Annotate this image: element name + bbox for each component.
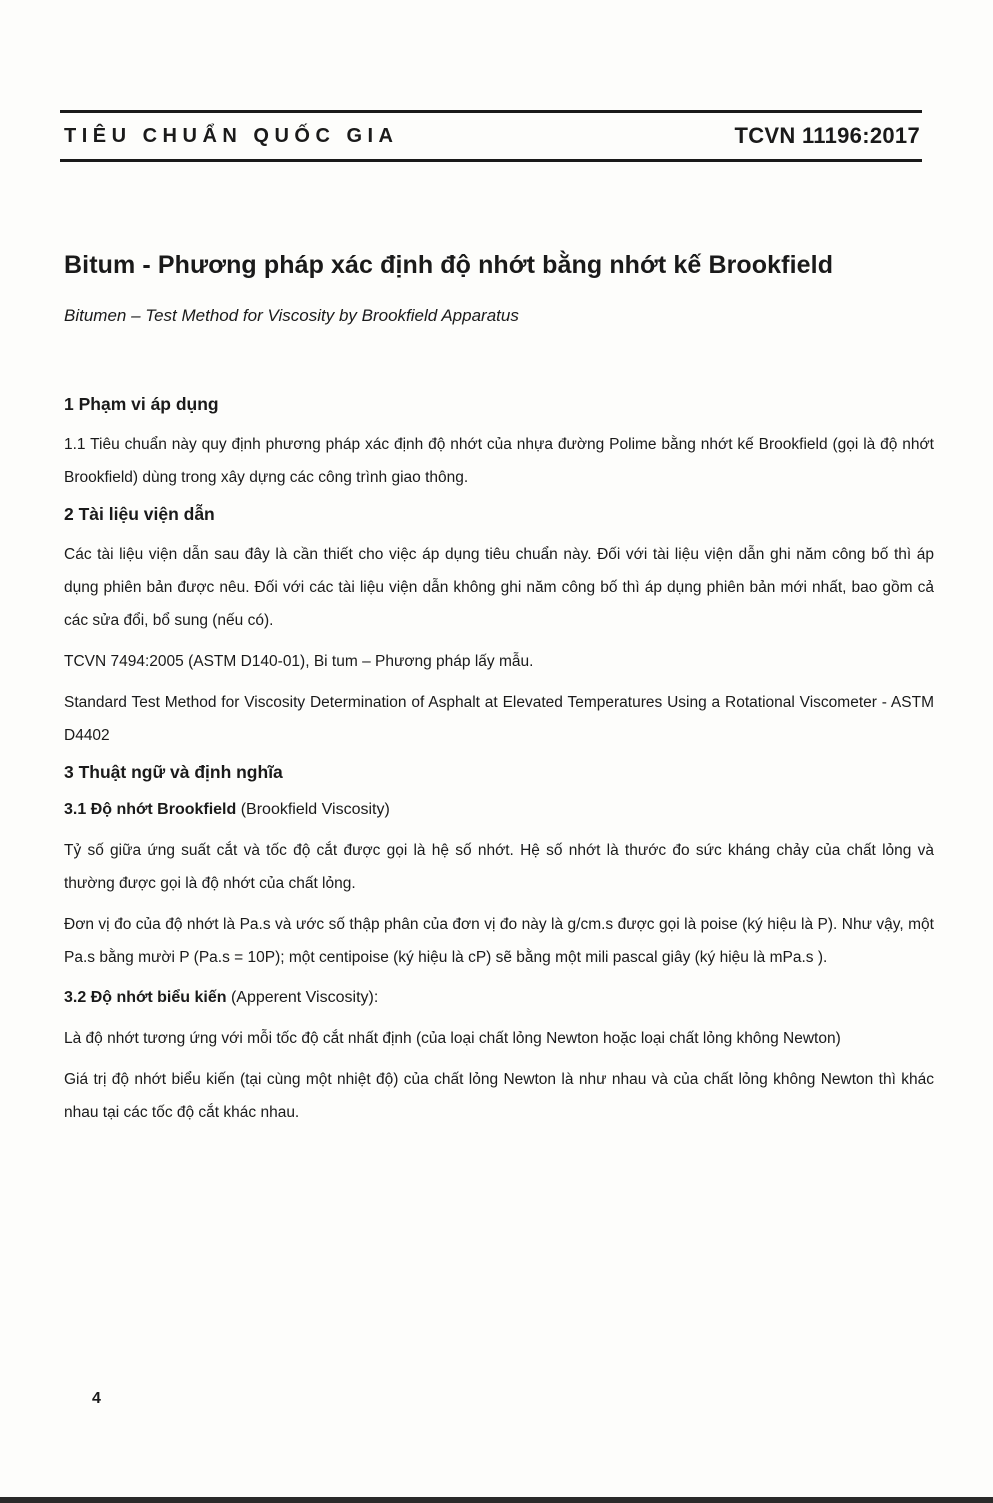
term-3-2-english: (Apperent Viscosity): <box>226 989 379 1006</box>
section-3-heading: 3 Thuật ngữ và định nghĩa <box>64 762 283 782</box>
header-standard-label: TIÊU CHUẨN QUỐC GIA <box>64 124 399 147</box>
term-3-1-title: 3.1 Độ nhớt Brookfield <box>64 801 237 818</box>
scan-bottom-edge <box>0 1497 993 1503</box>
document-body <box>64 248 934 1129</box>
term-3-2-title: 3.2 Độ nhớt biểu kiến <box>64 989 227 1006</box>
term-3-2-paragraph-1: Là độ nhớt tương ứng với mỗi tốc độ cắt nhất định (của loại chất lỏng Newton hoặc loại chất lỏng không Newton) <box>64 1030 841 1047</box>
document-subtitle: Bitumen – Test Method for Viscosity by Brookfield Apparatus <box>64 306 519 325</box>
section-2-paragraph-1: Các tài liệu viện dẫn sau đây là cần thiết cho việc áp dụng tiêu chuẩn này. Đối với tài liệu viện dẫn ghi năm công bố thì áp dụng phiên bản được nêu. Đối với các tài liệu viện dẫn không ghi năm công bố thì áp dụng phiên bản mới nhất, bao gồm cả các sửa đổi, bổ sung (nếu có). <box>64 546 934 629</box>
section-2-reference-1: TCVN 7494:2005 (ASTM D140-01), Bi tum – Phương pháp lấy mẫu. <box>64 653 534 670</box>
header-standard-code: TCVN 11196:2017 <box>734 123 920 148</box>
section-2-heading: 2 Tài liệu viện dẫn <box>64 504 215 524</box>
term-3-2 <box>64 986 934 1010</box>
term-3-1 <box>64 798 934 822</box>
term-3-1-paragraph-2: Đơn vị đo của độ nhớt là Pa.s và ước số thập phân của đơn vị đo này là g/cm.s được gọi là poise (ký hiệu là P). Như vậy, một Pa.s bằng mười P (Pa.s = 10P); một centipoise (ký hiệu là cP) sẽ bằng một mili pascal giây (ký hiệu là mPa.s ). <box>64 916 934 966</box>
page-header <box>60 110 922 162</box>
section-1-heading: 1 Phạm vi áp dụng <box>64 394 219 414</box>
header-rule-bottom <box>60 159 922 162</box>
header-row <box>60 113 922 159</box>
document-title: Bitum - Phương pháp xác định độ nhớt bằng nhớt kế Brookfield <box>64 251 834 279</box>
term-3-2-paragraph-2: Giá trị độ nhớt biểu kiến (tại cùng một nhiệt độ) của chất lỏng Newton là như nhau và của chất lỏng không Newton thì khác nhau tại các tốc độ cắt khác nhau. <box>64 1071 934 1121</box>
section-1-paragraph: 1.1 Tiêu chuẩn này quy định phương pháp xác định độ nhớt của nhựa đường Polime bằng nhớt kế Brookfield (gọi là độ nhớt Brookfield) dùng trong xây dựng các công trình giao thông. <box>64 436 934 486</box>
term-3-1-paragraph-1: Tỷ số giữa ứng suất cắt và tốc độ cắt được gọi là hệ số nhớt. Hệ số nhớt là thước đo sức kháng chảy của chất lỏng và thường được gọi là độ nhớt của chất lỏng. <box>64 842 934 892</box>
page-number: 4 <box>92 1390 101 1407</box>
term-3-1-english: (Brookfield Viscosity) <box>236 801 390 818</box>
section-2-reference-2: Standard Test Method for Viscosity Determination of Asphalt at Elevated Temperatures Using a Rotational Viscometer - ASTM D4402 <box>64 694 934 744</box>
